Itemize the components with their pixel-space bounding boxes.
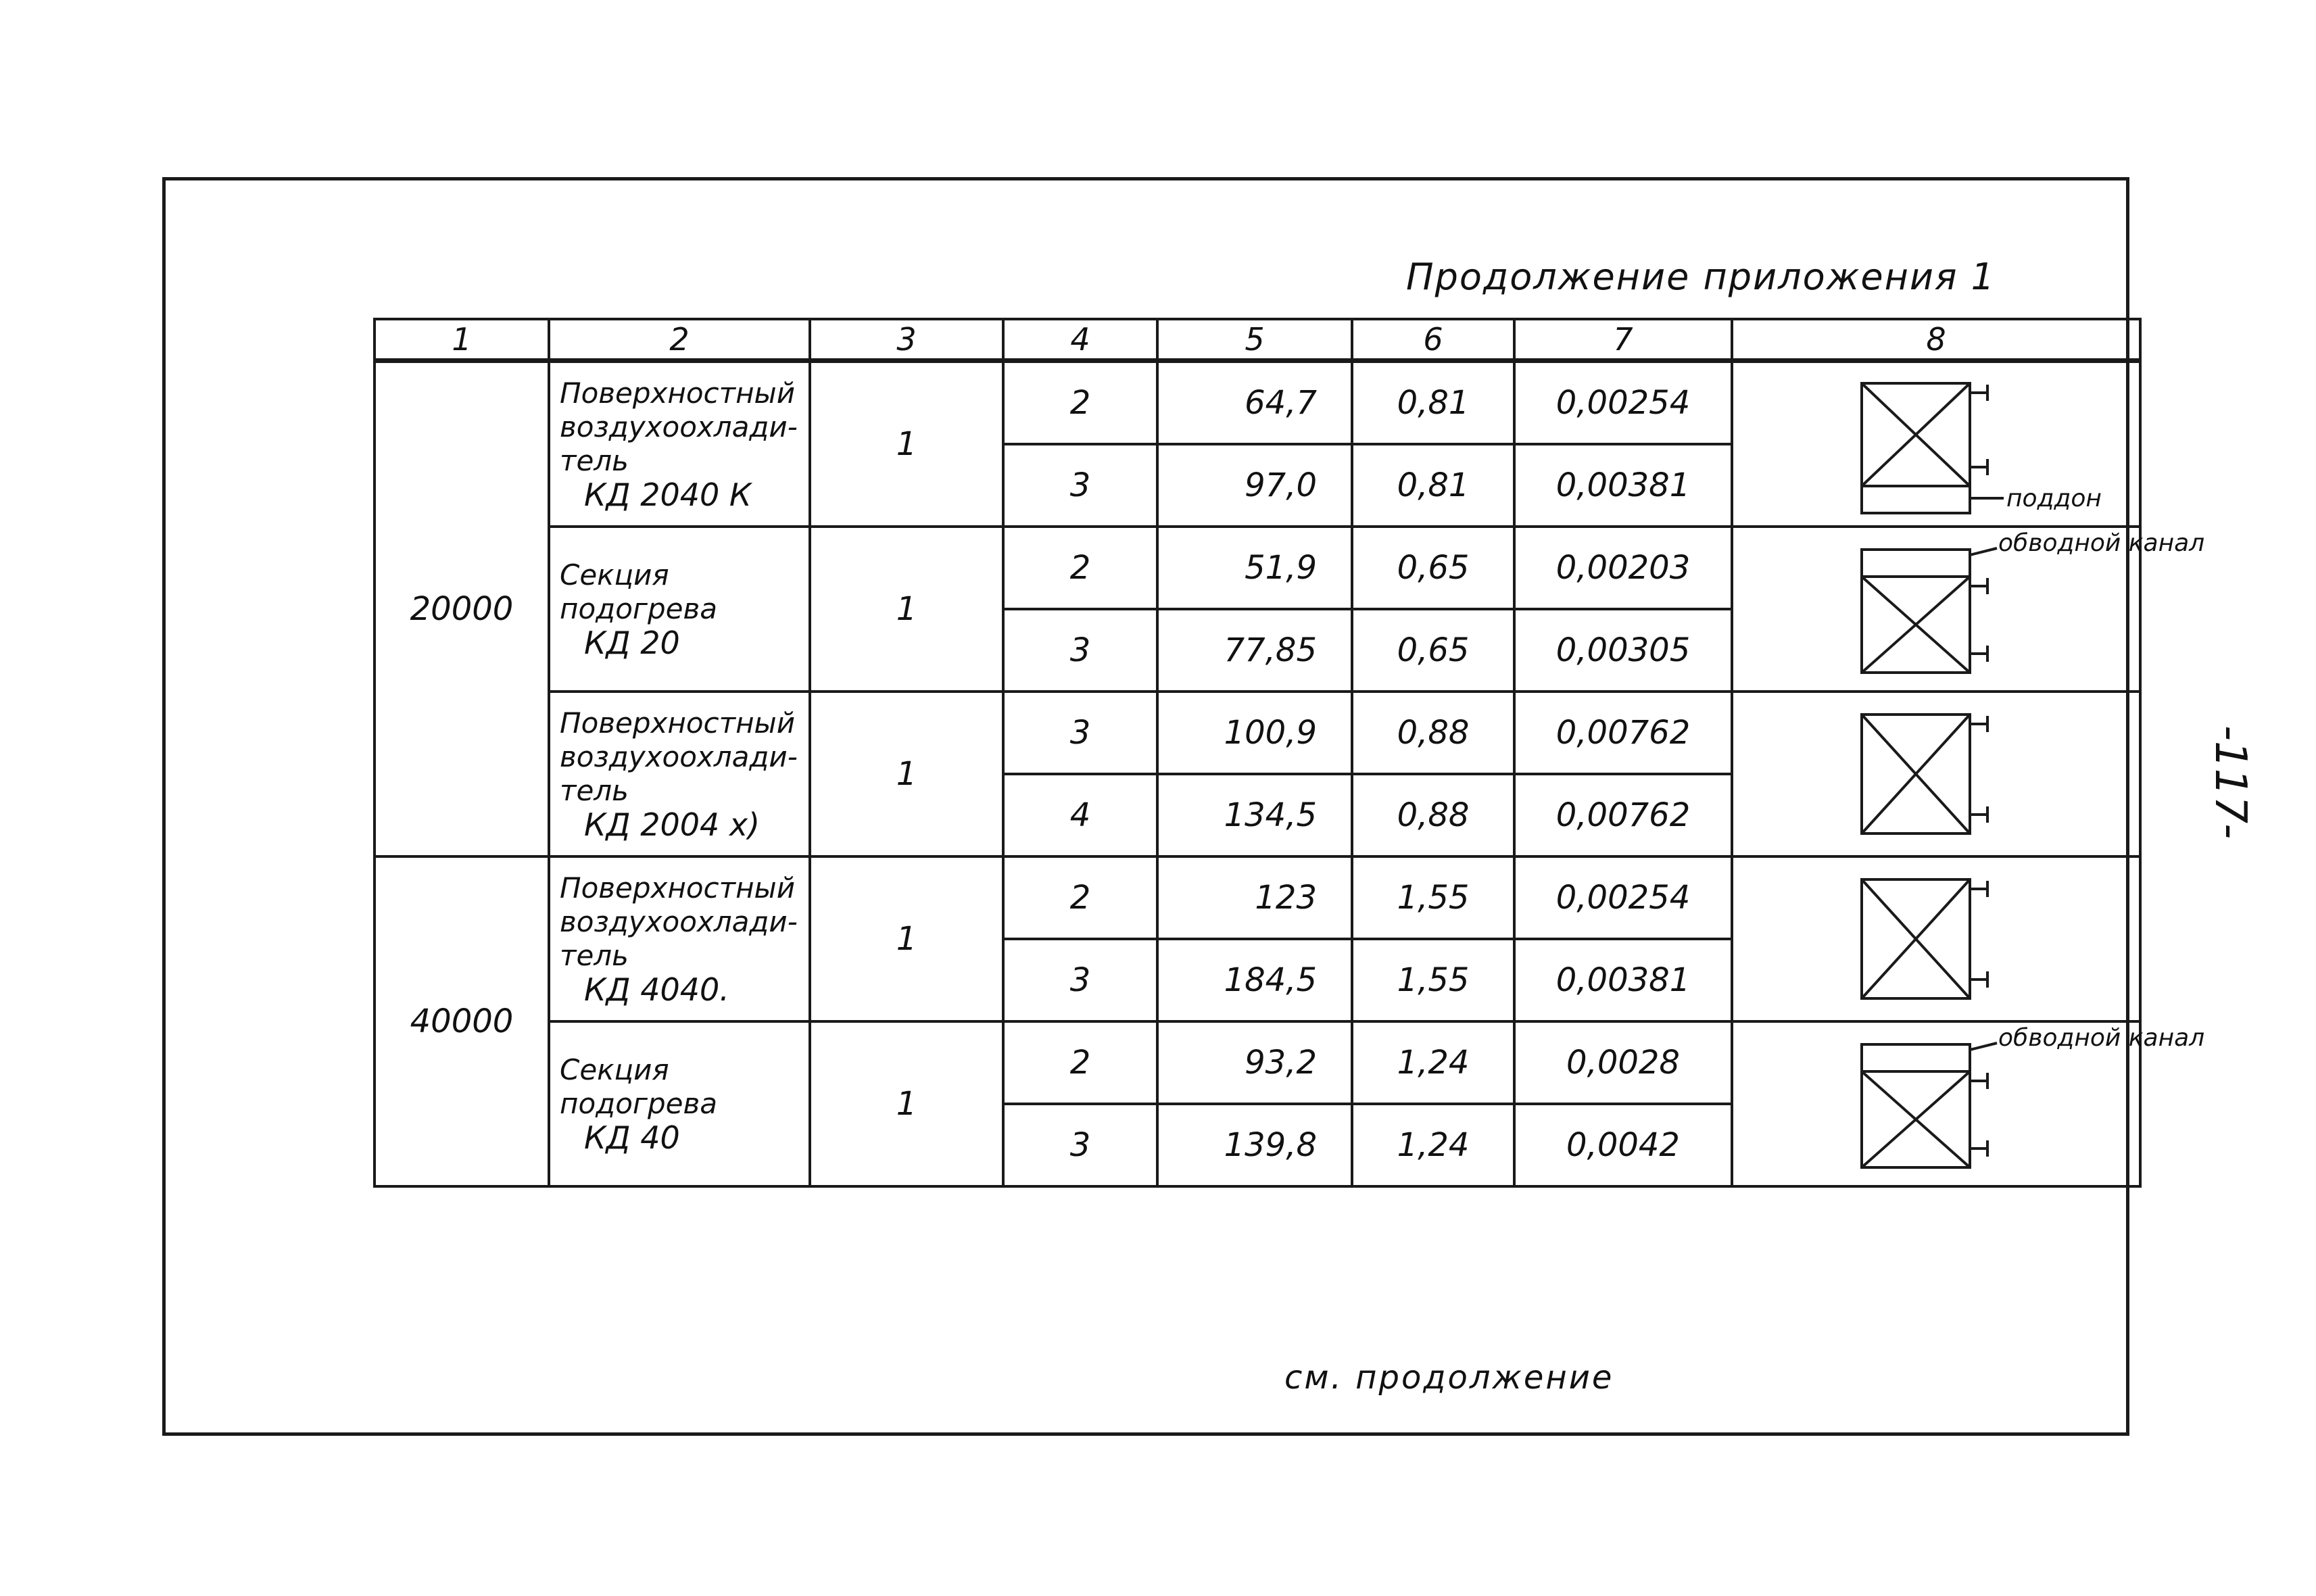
equipment-name-line: Поверхностный (560, 706, 796, 740)
rows-count-cell: 2 (1003, 361, 1157, 445)
value-col-7-cell: 0,00305 (1514, 609, 1732, 692)
value-col-5-cell: 134,5 (1157, 774, 1352, 856)
bypass-unit-diagram (1747, 1024, 2205, 1184)
rows-count-cell: 3 (1003, 1104, 1157, 1186)
equipment-name-line: подогрева (560, 592, 717, 625)
equipment-name-line: воздухоохлади- (560, 905, 798, 938)
bypass-channel (1862, 1044, 1970, 1071)
equipment-name-cell (549, 1021, 810, 1186)
value-col-6-cell: 0,88 (1352, 692, 1514, 774)
diagram-cell (1732, 527, 2205, 692)
table-row (375, 692, 2140, 774)
table-row (375, 527, 2140, 609)
header-col-7: 7 (1514, 319, 1732, 361)
equipment-model: КД 2040 К (584, 477, 752, 513)
equipment-name-line: тель (560, 444, 629, 477)
equipment-name-line: Секция (560, 1053, 669, 1086)
equipment-model: КД 2004 х) (584, 806, 761, 843)
specification-table (373, 318, 2205, 1188)
equipment-name-line: тель (560, 939, 629, 972)
page-number: -117- (2205, 725, 2256, 840)
value-col-7-cell: 0,00381 (1514, 939, 1732, 1021)
plain-unit-diagram (1747, 859, 2125, 1019)
quantity-cell: 1 (810, 527, 1003, 692)
leader-line (1970, 1043, 1997, 1050)
value-col-7-cell: 0,00762 (1514, 774, 1732, 856)
bypass-channel-label: обводной канал (1998, 1024, 2205, 1052)
header-row (375, 319, 2140, 361)
rows-count-cell: 3 (1003, 939, 1157, 1021)
value-col-5-cell: 100,9 (1157, 692, 1352, 774)
header-col-8: 8 (1732, 319, 2140, 361)
value-col-6-cell: 0,65 (1352, 527, 1514, 609)
value-col-5-cell: 51,9 (1157, 527, 1352, 609)
value-col-7-cell: 0,00381 (1514, 444, 1732, 527)
equipment-name-line: Секция (560, 558, 669, 591)
rows-count-cell: 4 (1003, 774, 1157, 856)
diagram-cell (1732, 1021, 2205, 1186)
airflow-cell: 20000 (375, 361, 549, 857)
equipment-name-line: Поверхностный (560, 871, 796, 904)
diagram-cell (1732, 361, 2140, 527)
equipment-name-cell (549, 692, 810, 856)
leader-line (1970, 548, 1997, 555)
equipment-name-line: подогрева (560, 1087, 717, 1120)
rows-count-cell: 3 (1003, 692, 1157, 774)
equipment-name-line: воздухоохлади- (560, 410, 798, 443)
value-col-6-cell: 0,81 (1352, 444, 1514, 527)
quantity-cell: 1 (810, 1021, 1003, 1186)
header-col-2: 2 (549, 319, 810, 361)
value-col-7-cell: 0,0028 (1514, 1021, 1732, 1104)
equipment-model: КД 20 (584, 625, 680, 661)
quantity-cell: 1 (810, 856, 1003, 1021)
equipment-name-cell (549, 527, 810, 692)
value-col-5-cell: 184,5 (1157, 939, 1352, 1021)
equipment-name-cell (549, 361, 810, 527)
table-row (375, 361, 2140, 445)
table-row (375, 856, 2140, 939)
drain-pan-label: поддон (2006, 485, 2102, 512)
value-col-5-cell: 77,85 (1157, 609, 1352, 692)
header-col-3: 3 (810, 319, 1003, 361)
value-col-6-cell: 0,88 (1352, 774, 1514, 856)
rows-count-cell: 3 (1003, 609, 1157, 692)
pan-unit-diagram (1747, 364, 2125, 524)
value-col-5-cell: 64,7 (1157, 361, 1352, 445)
equipment-model: КД 40 (584, 1119, 680, 1156)
equipment-name-line: воздухоохлади- (560, 740, 798, 773)
bypass-unit-diagram (1747, 529, 2205, 689)
header-col-4: 4 (1003, 319, 1157, 361)
equipment-name-cell (549, 856, 810, 1021)
diagram-cell (1732, 856, 2140, 1021)
value-col-6-cell: 1,55 (1352, 856, 1514, 939)
value-col-5-cell: 139,8 (1157, 1104, 1352, 1186)
equipment-name-line: Поверхностный (560, 377, 796, 410)
value-col-5-cell: 123 (1157, 856, 1352, 939)
quantity-cell: 1 (810, 361, 1003, 527)
value-col-7-cell: 0,00203 (1514, 527, 1732, 609)
rows-count-cell: 3 (1003, 444, 1157, 527)
header-col-6: 6 (1352, 319, 1514, 361)
value-col-7-cell: 0,00762 (1514, 692, 1732, 774)
value-col-6-cell: 0,81 (1352, 361, 1514, 445)
header-col-1: 1 (375, 319, 549, 361)
value-col-7-cell: 0,0042 (1514, 1104, 1732, 1186)
drain-pan (1862, 486, 1970, 513)
value-col-6-cell: 1,24 (1352, 1021, 1514, 1104)
rows-count-cell: 2 (1003, 1021, 1157, 1104)
equipment-name-line: тель (560, 774, 629, 807)
value-col-5-cell: 93,2 (1157, 1021, 1352, 1104)
airflow-cell: 40000 (375, 856, 549, 1186)
bypass-channel (1862, 550, 1970, 577)
continuation-note: см. продолжение (1284, 1359, 1614, 1397)
bypass-channel-label: обводной канал (1998, 529, 2205, 557)
rows-count-cell: 2 (1003, 527, 1157, 609)
header-col-5: 5 (1157, 319, 1352, 361)
value-col-5-cell: 97,0 (1157, 444, 1352, 527)
plain-unit-diagram (1747, 694, 2125, 854)
table-row (375, 1021, 2140, 1104)
value-col-7-cell: 0,00254 (1514, 361, 1732, 445)
value-col-6-cell: 0,65 (1352, 609, 1514, 692)
equipment-model: КД 4040. (584, 971, 729, 1008)
diagram-cell (1732, 692, 2140, 856)
rows-count-cell: 2 (1003, 856, 1157, 939)
value-col-7-cell: 0,00254 (1514, 856, 1732, 939)
table-caption: Продолжение приложения 1 (1406, 256, 1996, 298)
value-col-6-cell: 1,55 (1352, 939, 1514, 1021)
quantity-cell: 1 (810, 692, 1003, 856)
value-col-6-cell: 1,24 (1352, 1104, 1514, 1186)
